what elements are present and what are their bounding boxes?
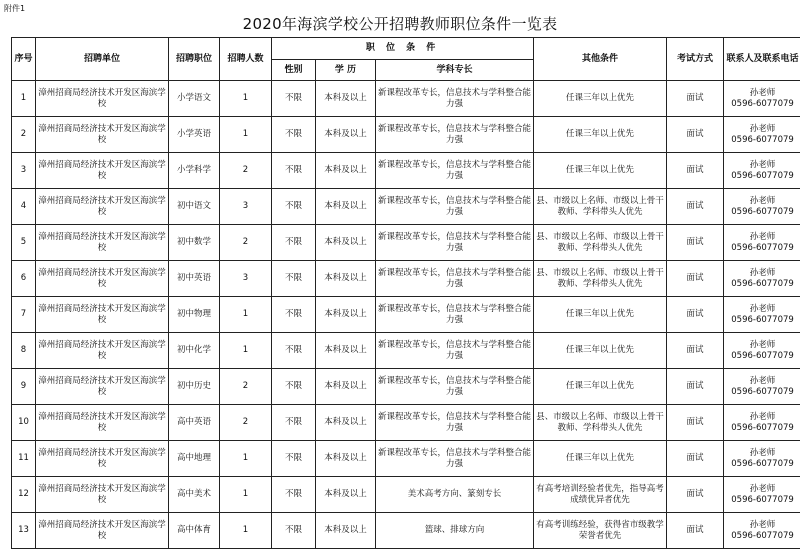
cell-education: 本科及以上	[316, 117, 376, 153]
header-specialty: 学科专长	[376, 60, 534, 81]
cell-education: 本科及以上	[316, 441, 376, 477]
cell-contact	[724, 333, 800, 369]
cell-gender: 不限	[272, 333, 316, 369]
cell-unit: 漳州招商局经济技术开发区海滨学校	[36, 81, 169, 117]
cell-count: 1	[220, 477, 272, 513]
cell-gender: 不限	[272, 189, 316, 225]
cell-position: 高中体育	[169, 513, 220, 549]
cell-specialty: 新课程改革专长，信息技术与学科整合能力强	[376, 81, 534, 117]
cell-specialty: 新课程改革专长，信息技术与学科整合能力强	[376, 117, 534, 153]
contact-phone: 0596-6077079	[731, 242, 794, 253]
cell-seq: 8	[12, 333, 36, 369]
cell-education: 本科及以上	[316, 81, 376, 117]
cell-exam: 面试	[667, 513, 724, 549]
contact-phone: 0596-6077079	[731, 98, 794, 109]
header-education: 学 历	[316, 60, 376, 81]
cell-gender: 不限	[272, 405, 316, 441]
cell-exam: 面试	[667, 297, 724, 333]
cell-seq: 2	[12, 117, 36, 153]
contact-phone: 0596-6077079	[731, 314, 794, 325]
cell-specialty: 新课程改革专长，信息技术与学科整合能力强	[376, 225, 534, 261]
cell-seq: 12	[12, 477, 36, 513]
cell-contact	[724, 369, 800, 405]
cell-specialty: 新课程改革专长，信息技术与学科整合能力强	[376, 369, 534, 405]
attachment-label: 附件1	[4, 4, 26, 13]
cell-specialty: 篮球、排球方向	[376, 513, 534, 549]
cell-gender: 不限	[272, 225, 316, 261]
cell-contact	[724, 117, 800, 153]
cell-contact	[724, 225, 800, 261]
contact-name: 孙老师	[749, 519, 776, 530]
header-exam: 考试方式	[667, 38, 724, 81]
table-row	[12, 189, 800, 225]
cell-exam: 面试	[667, 441, 724, 477]
cell-exam: 面试	[667, 333, 724, 369]
cell-seq: 5	[12, 225, 36, 261]
cell-position: 小学科学	[169, 153, 220, 189]
cell-other: 有高考训练经验，获得省市级教学荣誉者优先	[534, 513, 667, 549]
cell-contact	[724, 153, 800, 189]
contact-name: 孙老师	[749, 195, 776, 206]
cell-seq: 6	[12, 261, 36, 297]
contact-phone: 0596-6077079	[731, 170, 794, 181]
cell-other: 有高考培训经验者优先，指导高考成绩优异者优先	[534, 477, 667, 513]
table-row	[12, 441, 800, 477]
cell-contact	[724, 297, 800, 333]
cell-seq: 4	[12, 189, 36, 225]
cell-count: 1	[220, 297, 272, 333]
contact-name: 孙老师	[749, 267, 776, 278]
cell-other: 任课三年以上优先	[534, 153, 667, 189]
header-unit: 招聘单位	[36, 38, 169, 81]
cell-other: 县、市级以上名师、市级以上骨干教师、学科带头人优先	[534, 261, 667, 297]
cell-contact	[724, 405, 800, 441]
cell-specialty: 新课程改革专长，信息技术与学科整合能力强	[376, 441, 534, 477]
cell-count: 1	[220, 117, 272, 153]
cell-seq: 9	[12, 369, 36, 405]
cell-gender: 不限	[272, 477, 316, 513]
table-body	[12, 81, 800, 549]
cell-exam: 面试	[667, 225, 724, 261]
cell-gender: 不限	[272, 297, 316, 333]
cell-unit: 漳州招商局经济技术开发区海滨学校	[36, 405, 169, 441]
cell-specialty: 新课程改革专长，信息技术与学科整合能力强	[376, 333, 534, 369]
cell-unit: 漳州招商局经济技术开发区海滨学校	[36, 477, 169, 513]
cell-contact	[724, 81, 800, 117]
cell-education: 本科及以上	[316, 369, 376, 405]
table-row	[12, 369, 800, 405]
header-gender: 性别	[272, 60, 316, 81]
cell-unit: 漳州招商局经济技术开发区海滨学校	[36, 513, 169, 549]
cell-gender: 不限	[272, 261, 316, 297]
cell-unit: 漳州招商局经济技术开发区海滨学校	[36, 117, 169, 153]
cell-seq: 7	[12, 297, 36, 333]
contact-phone: 0596-6077079	[731, 530, 794, 541]
cell-contact	[724, 261, 800, 297]
table-row	[12, 153, 800, 189]
cell-count: 3	[220, 261, 272, 297]
cell-other: 任课三年以上优先	[534, 441, 667, 477]
cell-specialty: 新课程改革专长，信息技术与学科整合能力强	[376, 297, 534, 333]
contact-name: 孙老师	[749, 87, 776, 98]
cell-unit: 漳州招商局经济技术开发区海滨学校	[36, 333, 169, 369]
cell-count: 2	[220, 405, 272, 441]
cell-gender: 不限	[272, 441, 316, 477]
cell-exam: 面试	[667, 477, 724, 513]
contact-name: 孙老师	[749, 411, 776, 422]
contact-name: 孙老师	[749, 231, 776, 242]
header-other: 其他条件	[534, 38, 667, 81]
table-row	[12, 261, 800, 297]
cell-position: 高中地理	[169, 441, 220, 477]
cell-count: 1	[220, 513, 272, 549]
cell-other: 县、市级以上名师、市级以上骨干教师、学科带头人优先	[534, 225, 667, 261]
cell-exam: 面试	[667, 189, 724, 225]
cell-education: 本科及以上	[316, 189, 376, 225]
table-row	[12, 297, 800, 333]
cell-other: 任课三年以上优先	[534, 333, 667, 369]
cell-education: 本科及以上	[316, 477, 376, 513]
cell-count: 2	[220, 153, 272, 189]
cell-exam: 面试	[667, 405, 724, 441]
cell-position: 初中数学	[169, 225, 220, 261]
cell-count: 2	[220, 225, 272, 261]
cell-education: 本科及以上	[316, 297, 376, 333]
cell-count: 3	[220, 189, 272, 225]
cell-position: 初中物理	[169, 297, 220, 333]
cell-position: 初中语文	[169, 189, 220, 225]
cell-specialty: 美术高考方向、篆刻专长	[376, 477, 534, 513]
cell-specialty: 新课程改革专长，信息技术与学科整合能力强	[376, 405, 534, 441]
cell-specialty: 新课程改革专长，信息技术与学科整合能力强	[376, 189, 534, 225]
contact-name: 孙老师	[749, 483, 776, 494]
cell-position: 高中美术	[169, 477, 220, 513]
cell-gender: 不限	[272, 369, 316, 405]
cell-specialty: 新课程改革专长，信息技术与学科整合能力强	[376, 153, 534, 189]
contact-phone: 0596-6077079	[731, 494, 794, 505]
contact-name: 孙老师	[749, 303, 776, 314]
cell-gender: 不限	[272, 513, 316, 549]
cell-unit: 漳州招商局经济技术开发区海滨学校	[36, 189, 169, 225]
table-row	[12, 513, 800, 549]
table-row	[12, 117, 800, 153]
cell-education: 本科及以上	[316, 261, 376, 297]
table-row	[12, 81, 800, 117]
header-conditions: 职 位 条 件	[272, 38, 534, 60]
contact-name: 孙老师	[749, 375, 776, 386]
contact-phone: 0596-6077079	[731, 134, 794, 145]
cell-unit: 漳州招商局经济技术开发区海滨学校	[36, 297, 169, 333]
cell-other: 任课三年以上优先	[534, 117, 667, 153]
cell-position: 初中英语	[169, 261, 220, 297]
cell-education: 本科及以上	[316, 405, 376, 441]
cell-contact	[724, 441, 800, 477]
cell-education: 本科及以上	[316, 513, 376, 549]
contact-name: 孙老师	[749, 447, 776, 458]
header-seq: 序号	[12, 38, 36, 81]
contact-phone: 0596-6077079	[731, 422, 794, 433]
cell-other: 任课三年以上优先	[534, 369, 667, 405]
cell-specialty: 新课程改革专长，信息技术与学科整合能力强	[376, 261, 534, 297]
table-row	[12, 477, 800, 513]
cell-contact	[724, 189, 800, 225]
cell-education: 本科及以上	[316, 333, 376, 369]
cell-unit: 漳州招商局经济技术开发区海滨学校	[36, 225, 169, 261]
cell-exam: 面试	[667, 81, 724, 117]
cell-count: 1	[220, 441, 272, 477]
cell-seq: 3	[12, 153, 36, 189]
table-row	[12, 225, 800, 261]
table-row	[12, 405, 800, 441]
cell-position: 高中英语	[169, 405, 220, 441]
page-title: 2020年海滨学校公开招聘教师职位条件一览表	[242, 15, 558, 33]
cell-unit: 漳州招商局经济技术开发区海滨学校	[36, 153, 169, 189]
cell-position: 小学语文	[169, 81, 220, 117]
contact-phone: 0596-6077079	[731, 278, 794, 289]
cell-other: 县、市级以上名师、市级以上骨干教师、学科带头人优先	[534, 405, 667, 441]
header-contact: 联系人及联系电话	[724, 38, 800, 81]
header-position: 招聘职位	[169, 38, 220, 81]
contact-name: 孙老师	[749, 339, 776, 350]
contact-phone: 0596-6077079	[731, 386, 794, 397]
cell-education: 本科及以上	[316, 225, 376, 261]
cell-other: 任课三年以上优先	[534, 81, 667, 117]
cell-unit: 漳州招商局经济技术开发区海滨学校	[36, 261, 169, 297]
contact-phone: 0596-6077079	[731, 206, 794, 217]
cell-exam: 面试	[667, 117, 724, 153]
cell-seq: 1	[12, 81, 36, 117]
cell-contact	[724, 477, 800, 513]
cell-seq: 13	[12, 513, 36, 549]
contact-phone: 0596-6077079	[731, 350, 794, 361]
cell-unit: 漳州招商局经济技术开发区海滨学校	[36, 441, 169, 477]
cell-other: 县、市级以上名师、市级以上骨干教师、学科带头人优先	[534, 189, 667, 225]
header-count: 招聘人数	[220, 38, 272, 81]
contact-name: 孙老师	[749, 123, 776, 134]
contact-name: 孙老师	[749, 159, 776, 170]
table-row	[12, 333, 800, 369]
cell-gender: 不限	[272, 81, 316, 117]
cell-count: 2	[220, 369, 272, 405]
contact-phone: 0596-6077079	[731, 458, 794, 469]
cell-count: 1	[220, 81, 272, 117]
positions-table	[11, 37, 800, 549]
cell-other: 任课三年以上优先	[534, 297, 667, 333]
cell-count: 1	[220, 333, 272, 369]
cell-unit: 漳州招商局经济技术开发区海滨学校	[36, 369, 169, 405]
cell-exam: 面试	[667, 153, 724, 189]
cell-exam: 面试	[667, 369, 724, 405]
cell-seq: 10	[12, 405, 36, 441]
cell-gender: 不限	[272, 153, 316, 189]
cell-position: 初中历史	[169, 369, 220, 405]
cell-contact	[724, 513, 800, 549]
cell-gender: 不限	[272, 117, 316, 153]
cell-position: 初中化学	[169, 333, 220, 369]
cell-education: 本科及以上	[316, 153, 376, 189]
cell-exam: 面试	[667, 261, 724, 297]
cell-position: 小学英语	[169, 117, 220, 153]
cell-seq: 11	[12, 441, 36, 477]
